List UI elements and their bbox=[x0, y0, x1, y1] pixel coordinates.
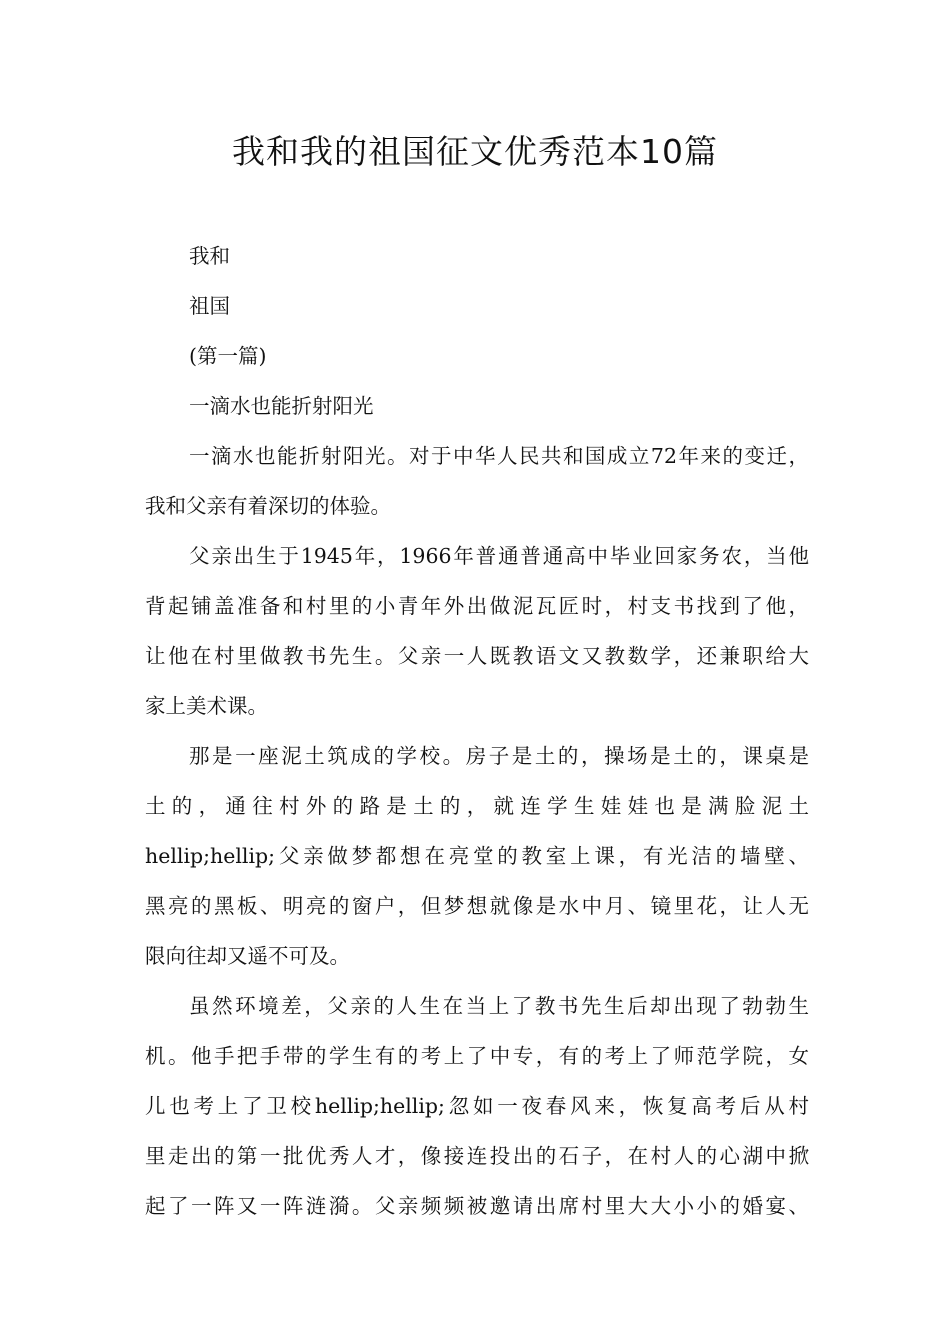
text-line: 虽然环境差，父亲的人生在当上了教书先生后却出现了勃勃生 bbox=[189, 994, 809, 1018]
text-line: 那是一座泥土筑成的学校。房子是土的，操场是土的，课桌是 bbox=[189, 744, 809, 768]
text-line: 让他在村里做教书先生。父亲一人既教语文又教数学，还兼职给大 bbox=[145, 644, 809, 668]
text-line: 里走出的第一批优秀人才，像接连投出的石子，在村人的心湖中掀 bbox=[145, 1144, 809, 1168]
text-line: 一滴水也能折射阳光。对于中华人民共和国成立72年来的变迁， bbox=[189, 444, 809, 468]
text-line: 家上美术课。 bbox=[145, 694, 268, 718]
text-line: 父亲出生于1945年，1966年普通普通高中毕业回家务农，当他 bbox=[189, 544, 809, 568]
document-body bbox=[145, 231, 809, 1231]
text-line: 起了一阵又一阵涟漪。父亲频频被邀请出席村里大大小小的婚宴、 bbox=[145, 1194, 809, 1218]
text-line: (第一篇) bbox=[189, 344, 267, 368]
text-line: 一滴水也能折射阳光 bbox=[189, 394, 374, 418]
text-line: 祖国 bbox=[189, 294, 230, 318]
text-line: 我和 bbox=[189, 244, 230, 268]
document-title: 我和我的祖国征文优秀范本10篇 bbox=[232, 132, 718, 171]
text-line: 背起铺盖准备和村里的小青年外出做泥瓦匠时，村支书找到了他， bbox=[145, 594, 809, 618]
text-line: 机。他手把手带的学生有的考上了中专，有的考上了师范学院，女 bbox=[145, 1044, 809, 1068]
text-line: 土的，通往村外的路是土的，就连学生娃娃也是满脸泥土 bbox=[145, 794, 809, 818]
text-line: 我和父亲有着深切的体验。 bbox=[145, 494, 391, 518]
text-line: 限向往却又遥不可及。 bbox=[145, 944, 350, 968]
text-line: hellip;hellip;父亲做梦都想在亮堂的教室上课，有光洁的墙壁、 bbox=[145, 844, 809, 868]
text-line: 黑亮的黑板、明亮的窗户，但梦想就像是水中月、镜里花，让人无 bbox=[145, 894, 809, 918]
text-line: 儿也考上了卫校hellip;hellip;忽如一夜春风来，恢复高考后从村 bbox=[145, 1094, 809, 1118]
